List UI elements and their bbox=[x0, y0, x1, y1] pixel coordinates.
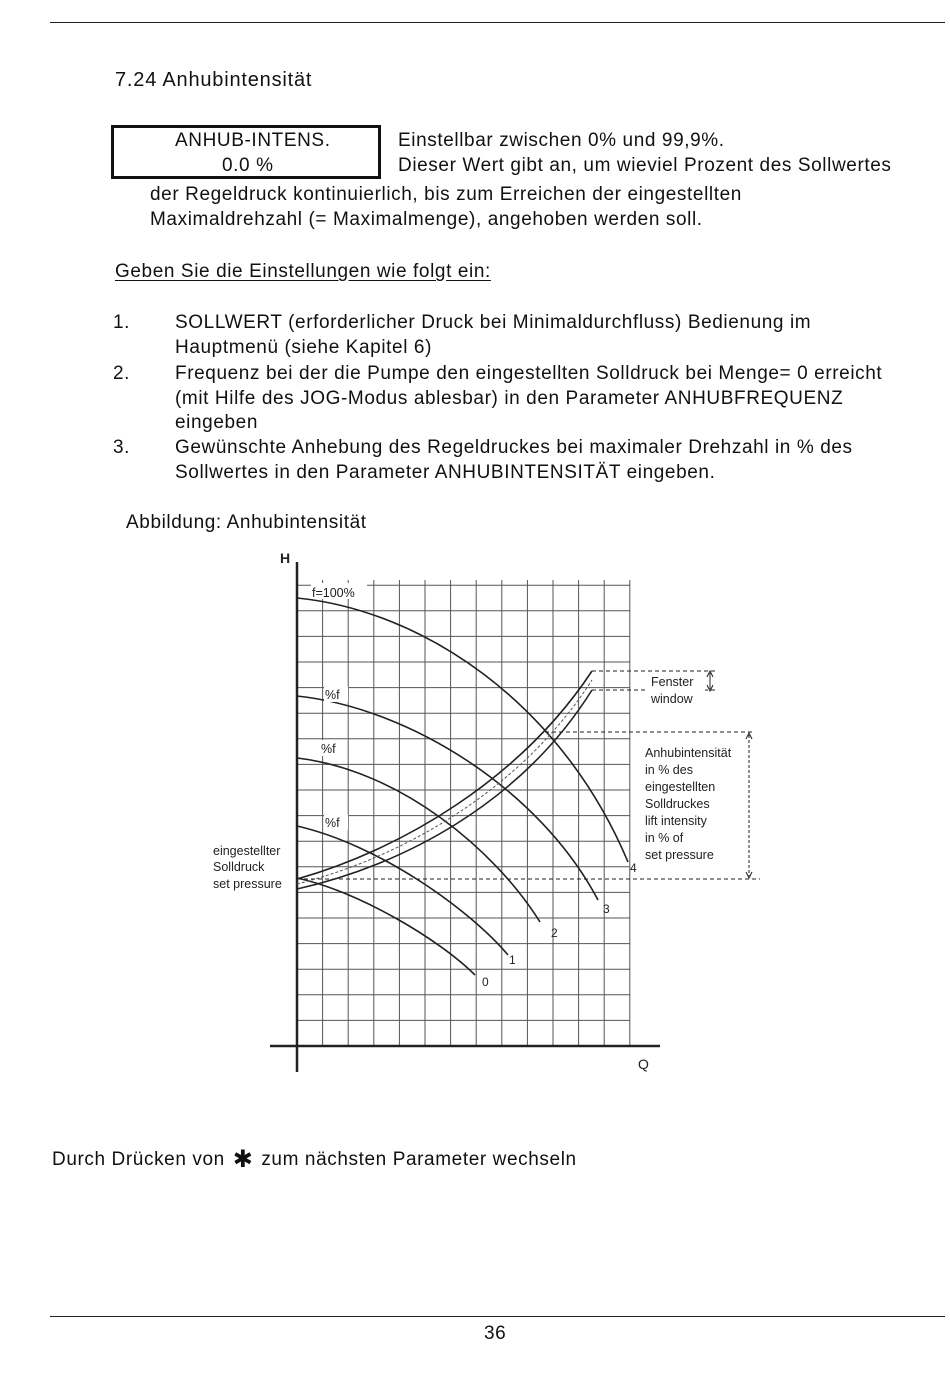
curve-number-1: 1 bbox=[509, 953, 516, 967]
x-axis-label: Q bbox=[638, 1056, 649, 1072]
step-2-line-1: Frequenz bei der die Pumpe den eingestellten Solldruck bei Menge= 0 erreicht bbox=[175, 363, 883, 384]
description-line-2: Dieser Wert gibt an, um wieviel Prozent des Sollwertes bbox=[398, 155, 892, 176]
step-1-line-2: Hauptmenü (siehe Kapitel 6) bbox=[175, 337, 433, 358]
control-curve-upper bbox=[297, 671, 592, 879]
curve-label-pct-2: %f bbox=[321, 742, 336, 756]
step-3-line-2: Sollwertes in den Parameter ANHUBINTENSITÄT eingeben. bbox=[175, 462, 716, 483]
step-3-line-1: Gewünschte Anhebung des Regeldruckes bei maximaler Drehzahl in % des bbox=[175, 437, 853, 458]
footer-note bbox=[52, 1148, 577, 1172]
set-pressure-label-1: eingestellter bbox=[213, 844, 281, 858]
step-number-2: 2. bbox=[113, 363, 131, 384]
page-number: 36 bbox=[484, 1323, 507, 1344]
step-number-1: 1. bbox=[113, 312, 131, 333]
pump-curve-2 bbox=[297, 758, 540, 922]
step-1-line-1: SOLLWERT (erforderlicher Druck bei Minimaldurchfluss) Bedienung im bbox=[175, 312, 812, 333]
lift-label-3: eingestellten bbox=[645, 780, 716, 794]
set-pressure-label-2: Solldruck bbox=[213, 860, 265, 874]
step-2-line-2: (mit Hilfe des JOG-Modus ablesbar) in den Parameter ANHUBFREQUENZ bbox=[175, 388, 844, 409]
curve-number-4: 4 bbox=[630, 861, 637, 875]
footer-note-prefix: Durch Drücken von bbox=[52, 1149, 225, 1170]
lift-label-4: Solldruckes bbox=[645, 797, 710, 811]
lift-label-6: in % of bbox=[645, 831, 684, 845]
window-label-1: Fenster bbox=[651, 675, 694, 689]
curve-number-0: 0 bbox=[482, 975, 489, 989]
description-line-4: Maximaldrehzahl (= Maximalmenge), angehoben werden soll. bbox=[150, 209, 703, 230]
control-curve-middle bbox=[297, 680, 592, 884]
footer-rule bbox=[50, 1316, 945, 1317]
description-line-3: der Regeldruck kontinuierlich, bis zum Erreichen der eingestellten bbox=[150, 184, 742, 205]
parameter-name: ANHUB-INTENS. bbox=[175, 130, 331, 151]
lift-label-5: lift intensity bbox=[645, 814, 707, 828]
description-line-1: Einstellbar zwischen 0% und 99,9%. bbox=[398, 130, 725, 151]
step-number-3: 3. bbox=[113, 437, 131, 458]
window-label-2: window bbox=[651, 692, 693, 706]
figure-caption: Abbildung: Anhubintensität bbox=[126, 512, 367, 533]
y-axis-label: H bbox=[280, 550, 291, 566]
lift-label-2: in % des bbox=[645, 763, 693, 777]
diagram-grid bbox=[297, 580, 630, 1046]
curve-number-3: 3 bbox=[603, 902, 610, 916]
curve-label-pct-1: %f bbox=[325, 688, 340, 702]
lift-label-1: Anhubintensität bbox=[645, 746, 732, 760]
curve-number-2: 2 bbox=[551, 926, 558, 940]
lift-label-7: set pressure bbox=[645, 848, 714, 862]
step-2-line-3: eingeben bbox=[175, 412, 258, 433]
asterisk-key-icon: ✱ bbox=[232, 1146, 254, 1173]
curve-label-pct-3: %f bbox=[325, 816, 340, 830]
section-title: 7.24 Anhubintensität bbox=[115, 69, 313, 91]
curve-label-100: f=100% bbox=[312, 586, 355, 600]
footer-note-suffix: zum nächsten Parameter wechseln bbox=[261, 1149, 577, 1170]
parameter-value: 0.0 % bbox=[222, 155, 274, 176]
set-pressure-label-3: set pressure bbox=[213, 877, 282, 891]
instructions-heading: Geben Sie die Einstellungen wie folgt ein: bbox=[115, 261, 491, 282]
